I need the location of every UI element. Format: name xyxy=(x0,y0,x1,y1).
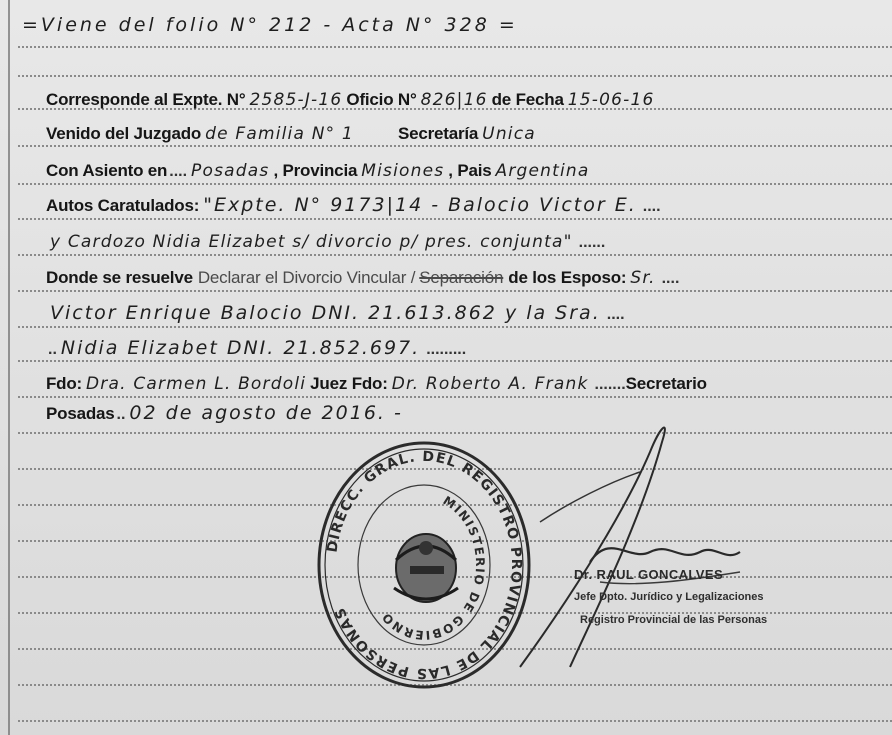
esposos-label: de los Esposo: xyxy=(508,268,627,287)
secretario-label: Secretario xyxy=(625,374,707,393)
fecha-label: de Fecha xyxy=(491,90,564,109)
ruled-line xyxy=(18,183,892,185)
juez-value: Dra. Carmen L. Bordoli xyxy=(86,374,307,394)
handwritten-signature xyxy=(500,412,760,682)
donde-label: Donde se resuelve xyxy=(46,268,193,287)
ruled-line xyxy=(18,218,892,220)
oficio-value: 826|16 xyxy=(420,90,488,110)
signatory-name: Dr. RAUL GONCALVES xyxy=(574,567,724,582)
pais-label: , Pais xyxy=(448,161,492,180)
margin-line xyxy=(8,0,10,735)
juez-label: Juez Fdo: xyxy=(310,374,388,393)
juzgado-value: de Familia N° 1 xyxy=(205,124,354,144)
asiento-value: Posadas xyxy=(191,161,270,181)
autos-label: Autos Caratulados: xyxy=(46,196,200,215)
ruled-line xyxy=(18,360,892,362)
provincia-value: Misiones xyxy=(361,161,445,181)
ruled-line xyxy=(18,720,892,722)
row-resuelve: Donde se resuelve Declarar el Divorcio Vincular / Separación de los Esposo: Sr. .... xyxy=(46,268,680,288)
secretaria-value: Unica xyxy=(482,124,536,144)
separacion-text: Separación xyxy=(419,268,504,287)
secretaria-label: Secretaría xyxy=(397,124,479,143)
seal-outer-text: DIRECC. GRAL. DEL REGISTRO PROVINCIAL DE LAS PERSONAS xyxy=(324,448,525,682)
row-expediente xyxy=(46,84,658,110)
declarar-text: Declarar el Divorcio Vincular / xyxy=(197,268,416,287)
autos-value-1: "Expte. N° 9173|14 - Balocio Victor E. xyxy=(203,194,637,216)
secretario-value: Dr. Roberto A. Frank xyxy=(391,374,589,394)
row-firmas: Fdo: Dra. Carmen L. Bordoli Juez Fdo: Dr. Roberto A. Frank ....... Secretario xyxy=(46,374,707,394)
fdo-label: Fdo: xyxy=(46,374,83,393)
signatory-org: Registro Provincial de las Personas xyxy=(580,614,768,626)
expte-value: 2585-J-16 xyxy=(249,90,343,110)
esposo-title: Sr. xyxy=(630,268,656,288)
ruled-line xyxy=(18,326,892,328)
signatory-title: Jefe Dpto. Jurídico y Legalizaciones xyxy=(574,591,764,603)
pais-value: Argentina xyxy=(495,161,590,181)
ruled-line xyxy=(18,432,892,434)
provincia-label: , Provincia xyxy=(273,161,358,180)
oficio-label: Oficio N° xyxy=(346,90,417,109)
asiento-label: Con Asiento en xyxy=(46,161,168,180)
coat-of-arms-icon xyxy=(394,534,458,602)
ruled-line xyxy=(18,75,892,77)
row-lugar-fecha: Posadas .. 02 de agosto de 2016. - xyxy=(46,402,403,424)
ruled-line xyxy=(18,290,892,292)
fecha-value: 15-06-16 xyxy=(567,90,655,110)
juzgado-label: Venido del Juzgado xyxy=(46,124,202,143)
row-autos: Autos Caratulados: "Expte. N° 9173|14 - Balocio Victor E. .... xyxy=(46,194,661,216)
esposo-value: Victor Enrique Balocio DNI. 21.613.862 y la Sra. xyxy=(50,302,601,324)
row-autos-cont: y Cardozo Nidia Elizabet s/ divorcio p/ pres. conjunta" ...... xyxy=(50,232,606,252)
ruled-line xyxy=(18,46,892,48)
lugar-label: Posadas xyxy=(46,404,115,423)
esposa-value: Nidia Elizabet DNI. 21.852.697. xyxy=(60,337,421,359)
autos-value-2: y Cardozo Nidia Elizabet s/ divorcio p/ pres. conjunta" xyxy=(50,232,573,252)
seal-inner-text: MINISTERIO DE GOBIERNO xyxy=(378,493,488,643)
row-asiento: Con Asiento en .... Posadas , Provincia Misiones , Pais Argentina xyxy=(46,161,590,181)
row-juzgado xyxy=(46,118,540,144)
lugar-value: 02 de agosto de 2016. - xyxy=(129,402,403,424)
corresponde-label: Corresponde al Expte. N° xyxy=(46,90,246,109)
row-esposo: Victor Enrique Balocio DNI. 21.613.862 y la Sra. .... xyxy=(50,302,625,324)
folio-header: =Viene del folio N° 212 - Acta N° 328 = xyxy=(22,14,518,36)
row-esposa: .. Nidia Elizabet DNI. 21.852.697. ......... xyxy=(48,337,467,359)
ruled-line xyxy=(18,254,892,256)
ruled-line xyxy=(18,145,892,147)
